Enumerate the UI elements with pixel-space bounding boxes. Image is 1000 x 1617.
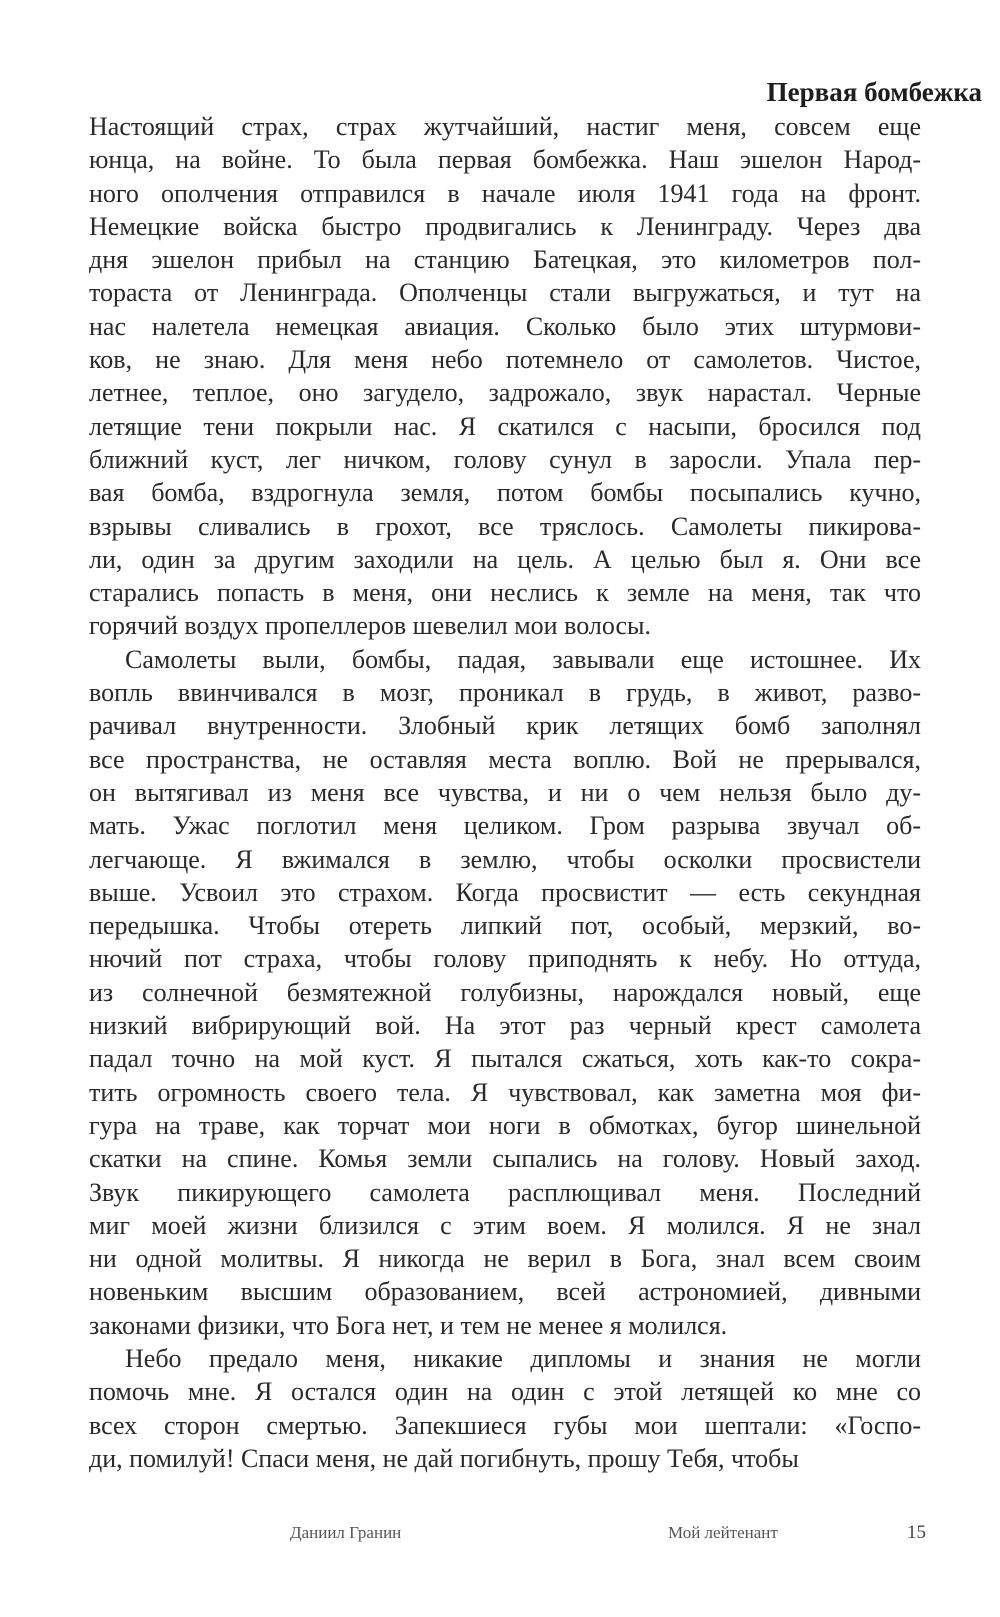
text-line: низкий вибрирующий вой. На этот раз черный крест самолета bbox=[89, 1011, 921, 1041]
text-line: рачивал внутренности. Злобный крик летящих бомб заполнял bbox=[89, 711, 921, 741]
text-line: помочь мне. Я остался один на один с этой летящей ко мне со bbox=[89, 1377, 921, 1407]
page-footer bbox=[0, 1518, 1000, 1548]
paragraph bbox=[89, 110, 921, 643]
text-line: ков, не знаю. Для меня небо потемнело от самолетов. Чистое, bbox=[89, 345, 921, 375]
text-line: он вытягивал из меня все чувства, и ни о чем нельзя было ду- bbox=[89, 777, 921, 807]
section-heading: Первая бомбежка bbox=[766, 77, 982, 107]
text-line: Самолеты выли, бомбы, падая, завывали еще истошнее. Их bbox=[125, 644, 921, 674]
page-number: 15 bbox=[907, 1522, 926, 1543]
text-line: Немецкие войска быстро продвигались к Ленинграду. Через два bbox=[89, 211, 921, 241]
text-line: дня эшелон прибыл на станцию Батецкая, это километров пол- bbox=[89, 245, 921, 275]
text-line: Настоящий страх, страх жутчайший, настиг меня, совсем еще bbox=[89, 112, 921, 141]
text-line: выше. Усвоил это страхом. Когда просвистит — есть секундная bbox=[89, 877, 921, 907]
text-line: Звук пикирующего самолета расплющивал меня. Последний bbox=[89, 1177, 921, 1207]
text-line: ди, помилуй! Спаси меня, не дай погибнуть, прошу Тебя, чтобы bbox=[89, 1443, 799, 1473]
text-line: юнца, на войне. То была первая бомбежка. Наш эшелон Народ- bbox=[89, 145, 921, 175]
text-line: мать. Ужас поглотил меня целиком. Гром разрыва звучал об- bbox=[89, 811, 921, 841]
text-line: все пространства, не оставляя места воплю. Вой не прерывался, bbox=[89, 744, 921, 774]
footer-author: Даниил Гранин bbox=[290, 1523, 402, 1542]
text-line: вая бомба, вздрогнула земля, потом бомбы посыпались кучно, bbox=[89, 478, 921, 508]
text-line: ного ополчения отправился в начале июля 1941 года на фронт. bbox=[89, 178, 921, 208]
text-line: ближний куст, лег ничком, голову сунул в заросли. Упала пер- bbox=[89, 444, 921, 474]
text-line: из солнечной безмятежной голубизны, нарождался новый, еще bbox=[89, 977, 921, 1007]
text-line: легчающе. Я вжимался в землю, чтобы осколки просвистели bbox=[89, 844, 921, 874]
text-line: передышка. Чтобы отереть липкий пот, особый, мерзкий, во- bbox=[89, 911, 921, 941]
text-line: падал точно на мой куст. Я пытался сжаться, хоть как-то сокра- bbox=[89, 1044, 921, 1074]
text-line: вопль ввинчивался в мозг, проникал в грудь, в живот, разво- bbox=[89, 678, 921, 708]
text-line: ни одной молитвы. Я никогда не верил в Бога, знал всем своим bbox=[89, 1244, 921, 1274]
text-line: нас налетела немецкая авиация. Сколько было этих штурмови- bbox=[89, 311, 921, 341]
text-line: нючий пот страха, чтобы голову приподнять к небу. Но оттуда, bbox=[89, 944, 921, 974]
text-line: гура на траве, как торчат мои ноги в обмотках, бугор шинельной bbox=[89, 1110, 921, 1140]
text-line: летнее, теплое, оно загудело, задрожало, звук нарастал. Черные bbox=[89, 378, 921, 408]
text-line: новеньким высшим образованием, всей астрономией, дивными bbox=[89, 1277, 921, 1307]
text-line: старались попасть в меня, они неслись к земле на меня, так что bbox=[89, 578, 921, 608]
text-line: всех сторон смертью. Запекшиеся губы мои шептали: «Госпо- bbox=[89, 1410, 921, 1440]
text-line: ли, один за другим заходили на цель. А целью был я. Они все bbox=[89, 544, 921, 574]
paragraph bbox=[89, 643, 921, 1342]
text-line: горячий воздух пропеллеров шевелил мои волосы. bbox=[89, 611, 651, 641]
text-line: тить огромность своего тела. Я чувствовал, как заметна моя фи- bbox=[89, 1077, 921, 1107]
text-line: взрывы сливались в грохот, все тряслось. Самолеты пикирова- bbox=[89, 511, 921, 541]
body-text bbox=[89, 110, 921, 1475]
text-line: Небо предало меня, никакие дипломы и знания не могли bbox=[125, 1343, 921, 1373]
text-line: законами физики, что Бога нет, и тем не менее я молился. bbox=[89, 1310, 728, 1340]
text-line: летящие тени покрыли нас. Я скатился с насыпи, бросился под bbox=[89, 411, 921, 441]
text-line: миг моей жизни близился с этим воем. Я молился. Я не знал bbox=[89, 1210, 921, 1240]
text-line: скатки на спине. Комья земли сыпались на голову. Новый заход. bbox=[89, 1144, 921, 1174]
footer-book-title: Мой лейтенант bbox=[668, 1523, 778, 1542]
text-line: тораста от Ленинграда. Ополченцы стали выгружаться, и тут на bbox=[89, 278, 921, 308]
paragraph bbox=[89, 1342, 921, 1475]
